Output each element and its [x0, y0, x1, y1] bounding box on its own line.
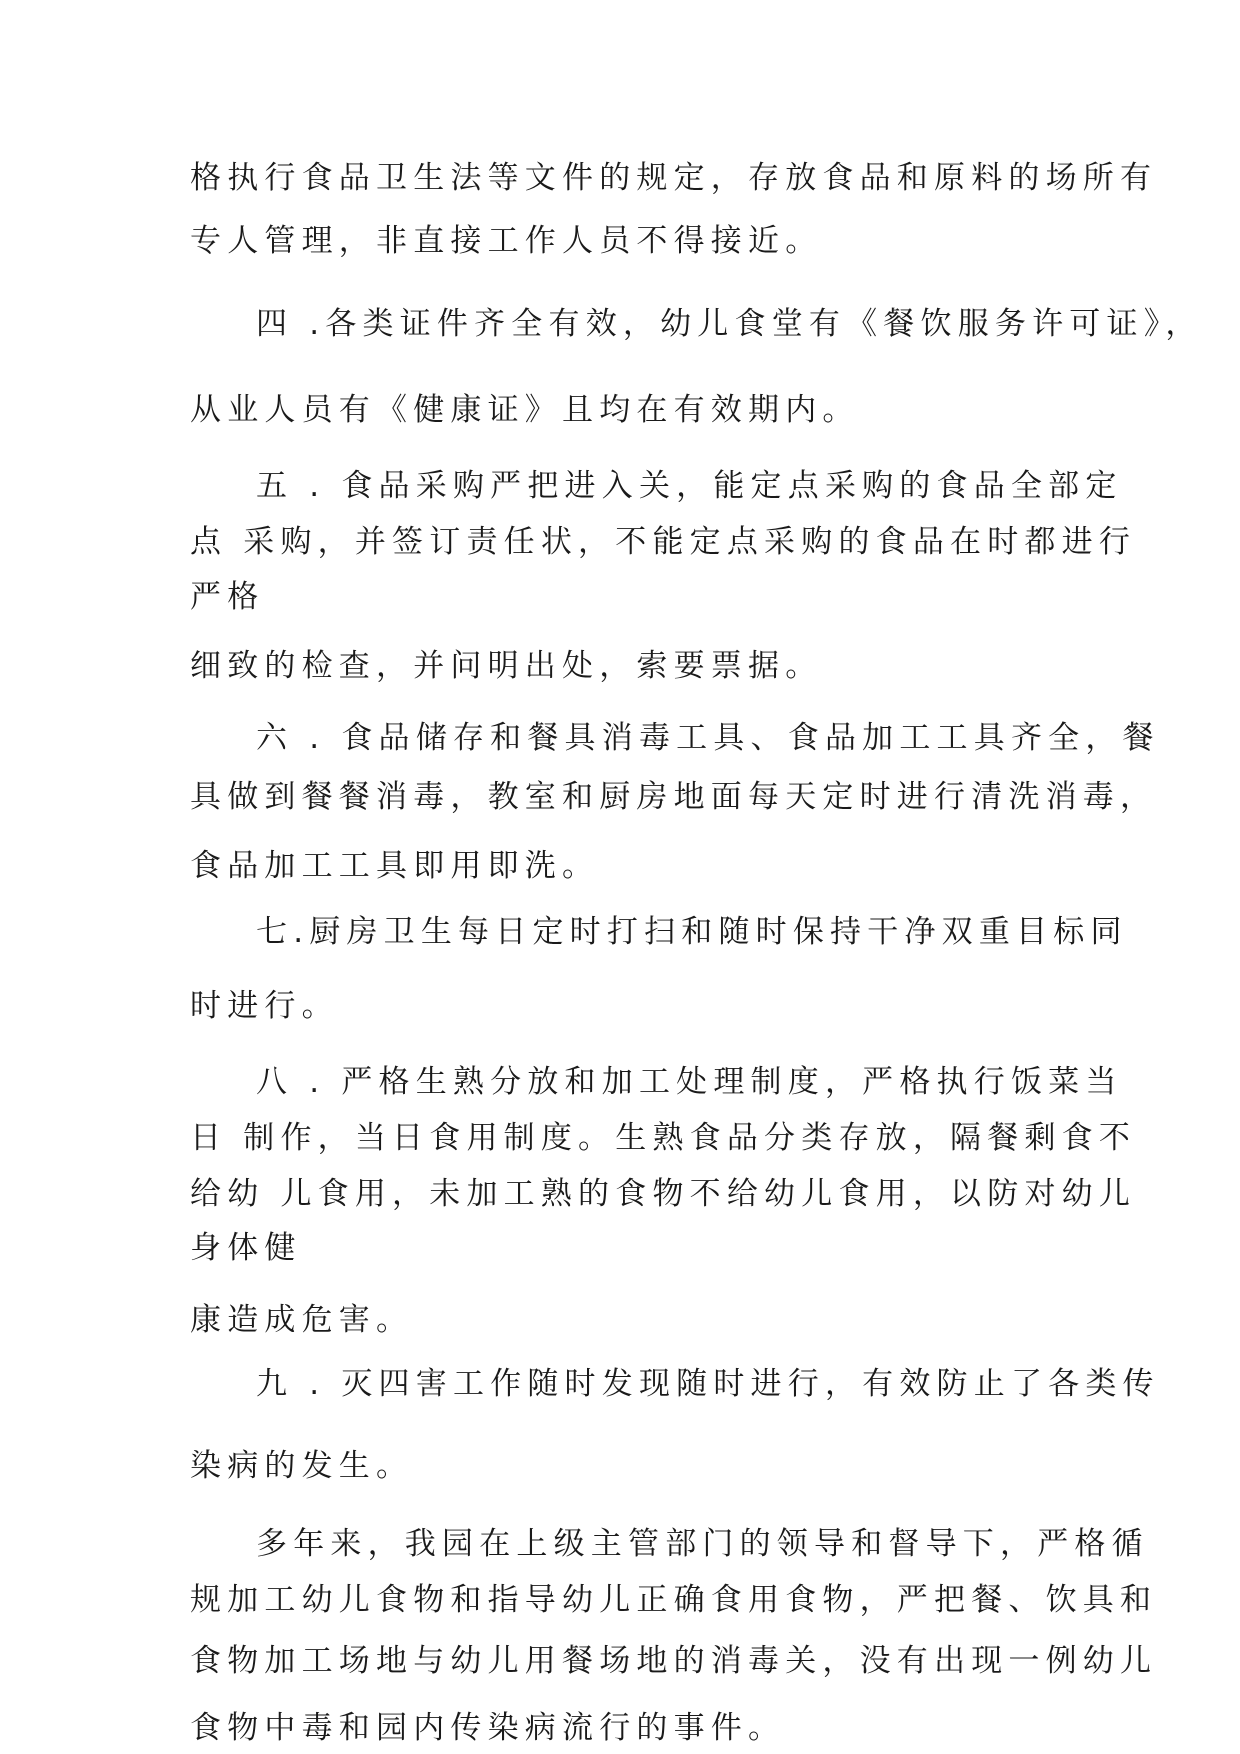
text-line: 格执行食品卫生法等文件的规定，存放食品和原料的场所有	[190, 160, 1158, 196]
text-line: 食品加工工具即用即洗。	[190, 848, 600, 884]
paragraph-8-heading: 八 . 严格生熟分放和加工处理制度，严格执行饭菜当	[256, 1064, 1123, 1100]
text-line: 严格	[190, 579, 265, 615]
paragraph-4-heading: 四 .各类证件齐全有效，幼儿食堂有《餐饮服务许可证》，	[256, 306, 1203, 342]
text-line: 染病的发生。	[190, 1448, 414, 1484]
paragraph-9-heading: 九 . 灭四害工作随时发现随时进行，有效防止了各类传	[256, 1366, 1160, 1402]
text-line: 从业人员有《健康证》且均在有效期内。	[190, 392, 860, 428]
text-line: 细致的检查，并问明出处，索要票据。	[190, 648, 823, 684]
paragraph-7-heading: 七.厨房卫生每日定时打扫和随时保持干净双重目标同	[256, 914, 1128, 950]
text-line: 点 采购，并签订责任状，不能定点采购的食品在时都进行	[190, 524, 1137, 560]
paragraph-5-heading: 五 . 食品采购严把进入关，能定点采购的食品全部定	[256, 468, 1123, 504]
closing-paragraph-start: 多年来，我园在上级主管部门的领导和督导下，严格循	[256, 1526, 1149, 1562]
paragraph-6-heading: 六 . 食品储存和餐具消毒工具、食品加工工具齐全，餐	[256, 720, 1160, 756]
text-line: 时进行。	[190, 988, 339, 1024]
text-line: 具做到餐餐消毒，教室和厨房地面每天定时进行清洗消毒，	[190, 779, 1158, 815]
text-line: 给幼 儿食用，未加工熟的食物不给幼儿食用，以防对幼儿	[190, 1176, 1137, 1212]
text-line: 规加工幼儿食物和指导幼儿正确食用食物，严把餐、饮具和	[190, 1582, 1158, 1618]
text-line: 食物加工场地与幼儿用餐场地的消毒关，没有出现一例幼儿	[190, 1643, 1158, 1679]
text-line: 身体健	[190, 1230, 302, 1266]
text-line: 食物中毒和园内传染病流行的事件。	[190, 1710, 786, 1746]
text-line: 日 制作，当日食用制度。生熟食品分类存放，隔餐剩食不	[190, 1120, 1137, 1156]
text-line: 康造成危害。	[190, 1302, 414, 1338]
text-line: 专人管理，非直接工作人员不得接近。	[190, 223, 823, 259]
